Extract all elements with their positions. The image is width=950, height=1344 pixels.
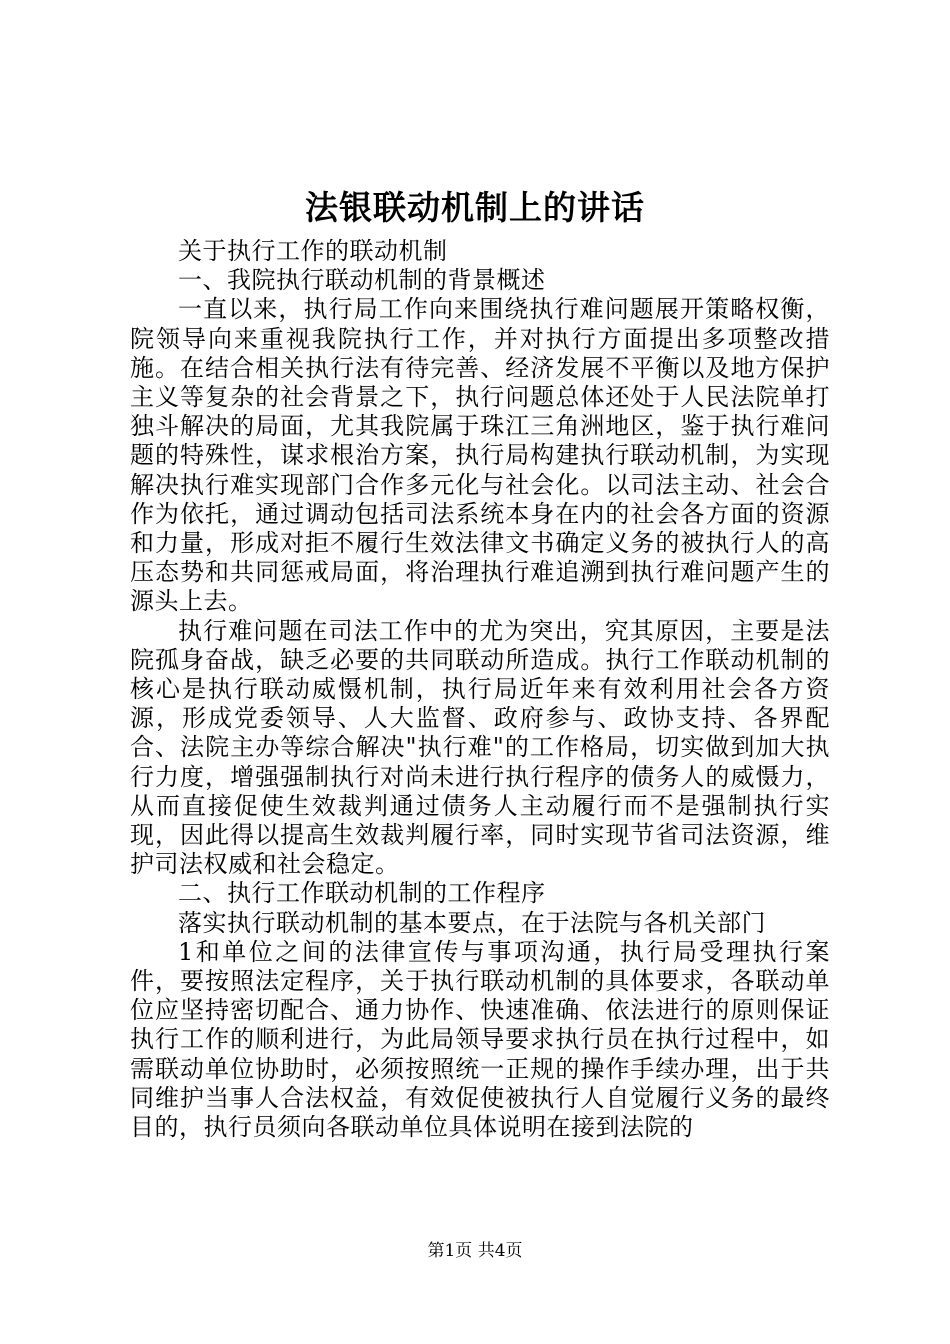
page-footer: 第1页 共4页 [427,1241,523,1261]
paragraph: 落实执行联动机制的基本要点，在于法院与各机关部门 [178,908,766,937]
paragraph: 1和单位之间的法律宣传与事项沟通，执行局受理执行案件，要按照法定程序，关于执行联动机制的具体要求，各联动单位应坚持密切配合、通力协作、快速准确、依法进行的原则保证执行工作的顺利进行，为此局领导要求执行员在执行过程中，如需联动单位协助时，必须按照统一正规的操作手续办理，出于共同维护当事人合法权益，有效促使被执行人自觉履行义务的最终目的，执行员须向各联动单位具体说明在接到法院的 [130,937,830,1142]
paragraph-heading-1: 一、我院执行联动机制的背景概述 [178,266,546,295]
document-title: 法银联动机制上的讲话 [305,188,645,227]
paragraph: 一直以来，执行局工作向来围绕执行难问题展开策略权衡，院领导向来重视我院执行工作，并对执行方面提出多项整改措施。在结合相关执行法有待完善、经济发展不平衡以及地方保护主义等复杂的社会背景之下，执行问题总体还处于人民法院单打独斗解决的局面，尤其我院属于珠江三角洲地区，鉴于执行难问题的特殊性，谋求根治方案，执行局构建执行联动机制，为实现解决执行难实现部门合作多元化与社会化。以司法主动、社会合作为依托，通过调动包括司法系统本身在内的社会各方面的资源和力量，形成对拒不履行生效法律文书确定义务的被执行人的高压态势和共同惩戒局面，将治理执行难追溯到执行难问题产生的源头上去。 [130,295,830,616]
paragraph-heading-2: 二、执行工作联动机制的工作程序 [178,879,546,908]
document-body [130,237,830,1142]
paragraph: 执行难问题在司法工作中的尤为突出，究其原因，主要是法院孤身奋战，缺乏必要的共同联动所造成。执行工作联动机制的核心是执行联动威慑机制，执行局近年来有效利用社会各方资源，形成党委领导、人大监督、政府参与、政协支持、各界配合、法院主办等综合解决"执行难"的工作格局，切实做到加大执行力度，增强强制执行对尚未进行执行程序的债务人的威慑力，从而直接促使生效裁判通过债务人主动履行而不是强制执行实现，因此得以提高生效裁判履行率，同时实现节省司法资源，维护司法权威和社会稳定。 [130,616,830,879]
paragraph-subtitle: 关于执行工作的联动机制 [178,237,448,265]
